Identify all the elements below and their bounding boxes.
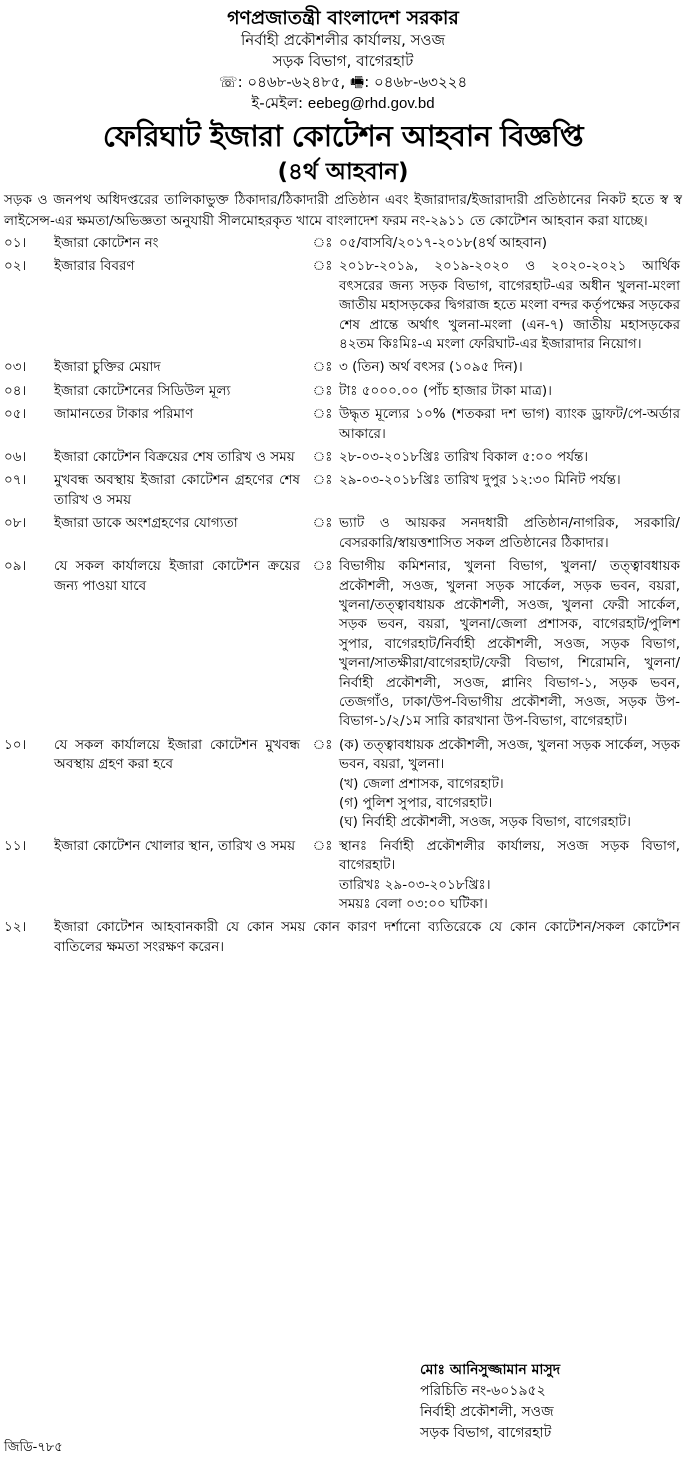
item-value-line: ৩ (তিন) অর্থ বৎসর (১০৯৫ দিন)। — [339, 359, 523, 376]
item-value — [339, 234, 686, 257]
item-number: ০৮। — [4, 515, 27, 532]
item-value-line: (ক) তত্ত্বাবধায়ক প্রকৌশলী, সওজ, খুলনা সড়ক সার্কেল, সড়ক ভবন, বয়রা, খুলনা। — [339, 736, 680, 773]
email-label: ই-মেইল: — [251, 94, 304, 112]
signatory-designation: নির্বাহী প্রকৌশলী, সওজ — [420, 1404, 554, 1420]
intro-paragraph: সড়ক ও জনপথ অধিদপ্তরের তালিকাভুক্ত ঠিকাদার/ঠিকাদারী প্রতিষ্ঠান এবং ইজারাদার/ইজারাদারী প্রতিষ্ঠানের নিকট হতে স্ব স্ব লাইসেন্স-এর ক্ষমতা/অভিজ্ঞতা অনুযায়ী সীলমোহরকৃত খামে বাংলাদেশ ফরম নং-২৯১১ তে কোটেশন আহবান করা যাচ্ছে। — [4, 192, 682, 229]
item-label: জামানতের টাকার পরিমাণ — [54, 406, 194, 423]
fax-number: ০৪৬৮-৬৩২২৪ — [374, 73, 468, 91]
item-value-line: ২৮-০৩-২০১৮খ্রিঃ তারিখ বিকাল ৫:০০ পর্যন্ত। — [339, 449, 589, 466]
table-row — [0, 557, 686, 736]
item-value-line: (খ) জেলা প্রশাসক, বাগেরহাট। — [339, 775, 504, 792]
fax-icon: 🖷 — [350, 73, 365, 91]
item-colon: ঃ — [312, 382, 333, 399]
table-row — [0, 837, 686, 919]
item-value — [339, 557, 686, 736]
reference-code: জিডি-৭৮৫ — [4, 1440, 63, 1455]
item-number: ০৭। — [4, 472, 27, 489]
item-colon: ঃ — [312, 406, 333, 423]
email-line — [0, 93, 686, 114]
item-label: মুখবন্ধ অবস্থায় ইজারা কোটেশন গ্রহণের শেষ তারিখ ও সময় — [54, 472, 300, 508]
item-label: ইজারা চুক্তির মেয়াদ — [54, 359, 161, 376]
table-row — [0, 448, 686, 471]
phone-label: : — [237, 73, 248, 91]
table-row — [0, 736, 686, 837]
item-label: ইজারা কোটেশন নং — [54, 235, 159, 251]
item-value-line: ২০১৮-২০১৯, ২০১৯-২০২০ ও ২০২০-২০২১ আর্থিক বৎসরের জন্য সড়ক বিভাগ, বাগেরহাট-এর অধীন খুলনা-মংলা জাতীয় মহাসড়কের দ্বিগরাজ হতে মংলা বন্দর কর্তৃপক্ষের সড়কের শেষ প্রান্তে অর্থাৎ খুলনা-মংলা (এন-৭) জাতীয় মহাসড়কের ৪২তম কিঃমিঃ-এ মংলা ফেরিঘাট-এর ইজারাদার নিয়োগ। — [339, 258, 680, 353]
item-number: ১০। — [4, 736, 27, 753]
item-value-line: তারিখঃ ২৯-০৩-২০১৮খ্রিঃ। — [339, 876, 491, 893]
item-colon: ঃ — [312, 558, 333, 575]
table-row — [0, 514, 686, 557]
item-number: ০২। — [4, 258, 27, 275]
item-value-line: বিভাগীয় কমিশনার, খুলনা বিভাগ, খুলনা/ তত্ত্বাবধায়ক প্রকৌশলী, সওজ, খুলনা সড়ক সার্কেল, সড়ক ভবন, বয়রা, খুলনা/তত্ত্বাবধায়ক প্রকৌশলী, সওজ, খুলনা ফেরী সার্কেল, সড়ক ভবন, বয়রা, খুলনা/জেলা প্রশাসক, বাগেরহাট/পুলিশ সুপার, বাগেরহাট/নির্বাহী প্রকৌশলী, সওজ, সড়ক বিভাগ, খুলনা/সাতক্ষীরা/বাগেরহাট/ফেরী বিভাগ, শিরোমনি, খুলনা/নির্বাহী প্রকৌশলী, সওজ, প্লানিং বিভাগ-১, সড়ক ভবন, তেজগাঁও, ঢাকা/উপ-বিভাগীয় প্রকৌশলী, সওজ, সড়ক উপ-বিভাগ-১/২/১ম সারি কারখানা উপ-বিভাগ, বাগেরহাট। — [339, 558, 680, 730]
item-value — [339, 471, 686, 514]
item-number: ০৩। — [4, 359, 27, 376]
item-value — [339, 382, 686, 405]
item-value-line: স্থানঃ নির্বাহী প্রকৌশলীর কার্যালয়, সওজ সড়ক বিভাগ, বাগেরহাট। — [339, 837, 680, 874]
table-row — [0, 358, 686, 381]
item-colon: ঃ — [312, 449, 333, 466]
item-value — [339, 448, 686, 471]
item-colon: ঃ — [312, 837, 333, 854]
item-value — [339, 837, 686, 919]
phone-icon: ☏ — [218, 73, 238, 91]
item-value-line: ২৯-০৩-২০১৮খ্রিঃ তারিখ দুপুর ১২:৩০ মিনিট পর্যন্ত। — [339, 472, 621, 489]
table-row — [0, 471, 686, 514]
table-row — [0, 918, 686, 957]
division-name: সড়ক বিভাগ, বাগেরহাট — [272, 52, 414, 70]
item-value-line: টাঃ ৫০০০.০০ (পাঁচ হাজার টাকা মাত্র)। — [339, 382, 552, 399]
item-number: ১১। — [4, 837, 27, 854]
item-label: যে সকল কার্যালয়ে ইজারা কোটেশন ক্রয়ের জন্য পাওয়া যাবে — [54, 558, 300, 594]
office-name: নির্বাহী প্রকৌশলীর কার্যালয়, সওজ — [240, 31, 445, 49]
item-colon: ঃ — [312, 472, 333, 489]
item-value — [339, 358, 686, 381]
notice-subtitle: (৪র্থ আহবান) — [277, 159, 409, 185]
table-row — [0, 234, 686, 257]
item-value — [339, 405, 686, 448]
item-label: ইজারার বিবরণ — [54, 258, 135, 275]
item-number: ১২। — [4, 919, 27, 936]
items-table — [0, 234, 686, 957]
item-label: ইজারা ডাকে অংশগ্রহণের যোগ্যতা — [54, 515, 238, 532]
item-value-line: (গ) পুলিশ সুপার, বাগেরহাট। — [339, 794, 493, 811]
item-label: ইজারা কোটেশন খোলার স্থান, তারিখ ও সময় — [54, 837, 296, 854]
contact-line: ☏: ০৪৬৮-৬২৪৮৫, 🖷: ০৪৬৮-৬৩২২৪ — [218, 73, 468, 91]
item-colon: ঃ — [312, 736, 333, 753]
item-value-line: সময়ঃ বেলা ০৩:০০ ঘটিকা। — [339, 896, 488, 912]
item-value-line: (ঘ) নির্বাহী প্রকৌশলী, সওজ, সড়ক বিভাগ, বাগেরহাট। — [339, 814, 631, 831]
item-colon: ঃ — [312, 359, 333, 376]
item-label: ইজারা কোটেশনের সিডিউল মূল্য — [54, 382, 231, 399]
item-label: ইজারা কোটেশন বিক্রয়ের শেষ তারিখ ও সময় — [54, 449, 295, 466]
notice-header — [0, 6, 686, 188]
item-value — [339, 514, 686, 557]
item-number: ০৪। — [4, 382, 27, 399]
item-value-line: উদ্ধৃত মূল্যের ১০% (শতকরা দশ ভাগ) ব্যাংক ড্রাফট/পে-অর্ডার আকারে। — [339, 406, 680, 442]
table-row — [0, 405, 686, 448]
item-colon: ঃ — [312, 515, 333, 532]
item-colon: ঃ — [312, 235, 333, 251]
email-address: eebeg@rhd.gov.bd — [307, 95, 435, 112]
signatory-id: পরিচিতি নং-৬০১৯৫২ — [420, 1383, 546, 1399]
item-value — [339, 736, 686, 837]
signature-block — [420, 1360, 560, 1444]
item-value-line: ০৫/বাসবি/২০১৭-২০১৮(৪র্থ আহবান) — [339, 235, 548, 251]
item-number: ০১। — [4, 235, 27, 251]
table-row — [0, 382, 686, 405]
phone-number: ০৪৬৮-৬২৪৮৫ — [247, 73, 341, 91]
item-value — [339, 257, 686, 358]
item-number: ০৬। — [4, 449, 27, 466]
item-number: ০৫। — [4, 406, 27, 423]
notice-title: ফেরিঘাট ইজারা কোটেশন আহবান বিজ্ঞপ্তি — [102, 119, 584, 153]
signatory-office: সড়ক বিভাগ, বাগেরহাট — [420, 1425, 552, 1441]
government-name: গণপ্রজাতন্ত্রী বাংলাদেশ সরকার — [227, 7, 459, 29]
item-colon: ঃ — [312, 258, 333, 275]
table-row — [0, 257, 686, 358]
item-text: ইজারা কোটেশন আহবানকারী যে কোন সময় কোন কারণ দর্শানো ব্যতিরেকে যে কোন কোটেশন/সকল কোটেশন বাতিলের ক্ষমতা সংরক্ষণ করেন। — [54, 919, 680, 955]
fax-label: : — [364, 73, 375, 91]
item-value-line: ভ্যাট ও আয়কর সনদধারী প্রতিষ্ঠান/নাগরিক, সরকারি/বেসরকারি/স্বায়ত্তশাসিত সকল প্রতিষ্ঠানের ঠিকাদার। — [339, 515, 680, 551]
signatory-name: মোঃ আনিসুজ্জামান মাসুদ — [420, 1362, 561, 1378]
item-number: ০৯। — [4, 558, 27, 575]
item-label: যে সকল কার্যালয়ে ইজারা কোটেশন মুখবন্ধ অবস্থায় গ্রহণ করা হবে — [54, 736, 300, 773]
